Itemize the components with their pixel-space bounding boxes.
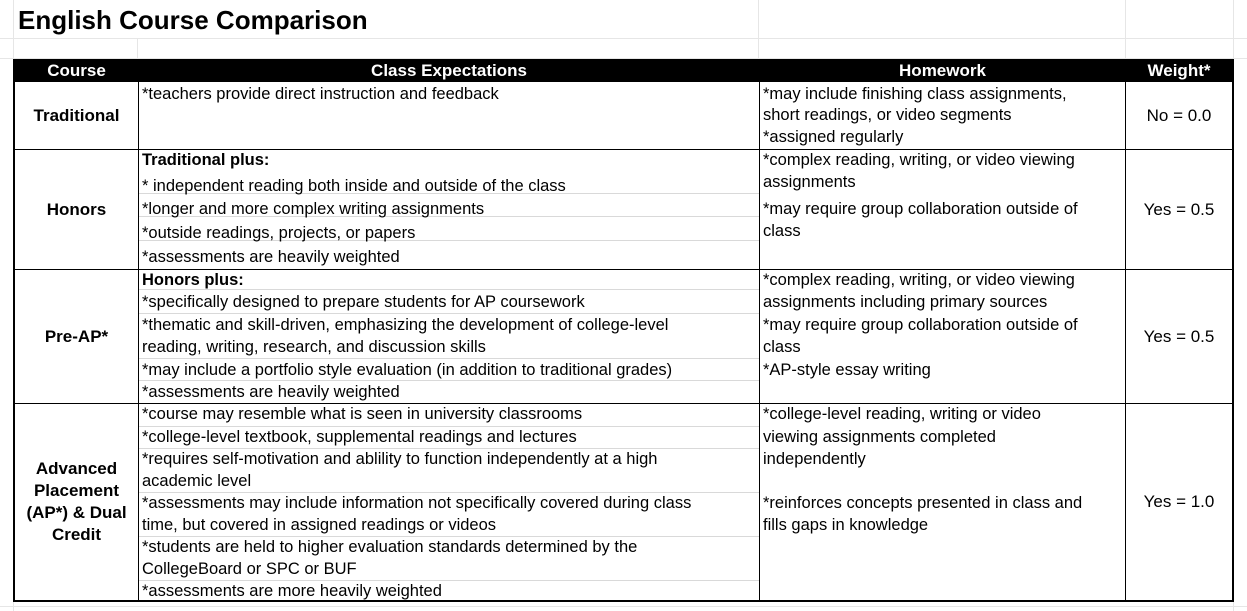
- expectation-heading: Honors plus:: [142, 271, 244, 289]
- homework-line: *college-level reading, writing or video: [763, 405, 1041, 423]
- expectation-line: *teachers provide direct instruction and feedback: [142, 85, 499, 103]
- homework-line: *assigned regularly: [763, 128, 904, 146]
- expectation-line: *thematic and skill-driven, emphasizing the development of college-level: [142, 316, 669, 334]
- homework-line: *AP-style essay writing: [763, 361, 931, 379]
- expectation-line: *assessments may include information not specifically covered during class: [142, 494, 692, 512]
- comparison-table: [13, 59, 1234, 602]
- expectation-line: *outside readings, projects, or papers: [142, 224, 416, 242]
- header-homework: Homework: [760, 61, 1125, 81]
- course-name-line: Credit: [51, 525, 102, 544]
- homework-line: independently: [763, 450, 866, 468]
- cell-gridline: [139, 358, 759, 359]
- expectation-line: * independent reading both inside and outside of the class: [142, 177, 566, 195]
- course-advanced-placement: [15, 404, 138, 600]
- course-pre-ap: Pre-AP*: [44, 326, 109, 346]
- expectation-line: academic level: [142, 472, 252, 490]
- course-honors: Honors: [46, 199, 107, 219]
- homework-line: assignments: [763, 173, 856, 191]
- expectation-line: *may include a portfolio style evaluation (in addition to traditional grades): [142, 361, 673, 379]
- expectation-line: reading, writing, research, and discussion skills: [142, 338, 486, 356]
- expectation-line: time, but covered in assigned readings or videos: [142, 516, 497, 534]
- expectation-line: *longer and more complex writing assignments: [142, 200, 485, 218]
- row-divider: [15, 81, 1232, 82]
- course-name-line: Advanced: [35, 459, 118, 478]
- expectation-line: *requires self-motivation and ablility to function independently at a high: [142, 450, 658, 468]
- expectation-line: *assessments are heavily weighted: [142, 248, 400, 266]
- homework-line: *may require group collaboration outside of: [763, 200, 1078, 218]
- homework-line: *may require group collaboration outside of: [763, 316, 1078, 334]
- expectation-line: *college-level textbook, supplemental readings and lectures: [142, 428, 577, 446]
- homework-line: *reinforces concepts presented in class and: [763, 494, 1083, 512]
- homework-line: *complex reading, writing, or video viewing: [763, 271, 1075, 289]
- weight-traditional: No = 0.0: [1146, 105, 1212, 125]
- header-weight: Weight*: [1126, 61, 1232, 81]
- homework-line: assignments including primary sources: [763, 293, 1048, 311]
- cell-gridline: [139, 313, 759, 314]
- weight-advanced-placement: Yes = 1.0: [1143, 492, 1215, 511]
- column-divider: [759, 61, 760, 600]
- expectation-line: *specifically designed to prepare students for AP coursework: [142, 293, 585, 311]
- homework-line: class: [763, 338, 801, 356]
- header-class-expectations: Class Expectations: [139, 61, 759, 81]
- homework-line: viewing assignments completed: [763, 428, 996, 446]
- weight-honors: Yes = 0.5: [1143, 199, 1215, 219]
- expectation-line: CollegeBoard or SPC or BUF: [142, 560, 357, 578]
- weight-pre-ap: Yes = 0.5: [1143, 326, 1215, 346]
- expectation-line: *course may resemble what is seen in university classrooms: [142, 405, 583, 423]
- header-course: Course: [15, 61, 138, 81]
- homework-line: *may include finishing class assignments,: [763, 85, 1067, 103]
- course-name-line: Placement: [33, 481, 120, 500]
- page-title: English Course Comparison: [18, 5, 368, 35]
- homework-line: *complex reading, writing, or video viewing: [763, 151, 1075, 169]
- expectation-line: *assessments are heavily weighted: [142, 383, 400, 401]
- column-divider: [138, 61, 139, 600]
- course-traditional: Traditional: [33, 105, 120, 125]
- course-name-line: (AP*) & Dual: [26, 503, 127, 522]
- expectation-heading: Traditional plus:: [142, 151, 270, 169]
- homework-line: fills gaps in knowledge: [763, 516, 929, 534]
- homework-line: short readings, or video segments: [763, 106, 1012, 124]
- expectation-line: *assessments are more heavily weighted: [142, 582, 442, 600]
- expectation-line: *students are held to higher evaluation standards determined by the: [142, 538, 638, 556]
- homework-line: class: [763, 222, 801, 240]
